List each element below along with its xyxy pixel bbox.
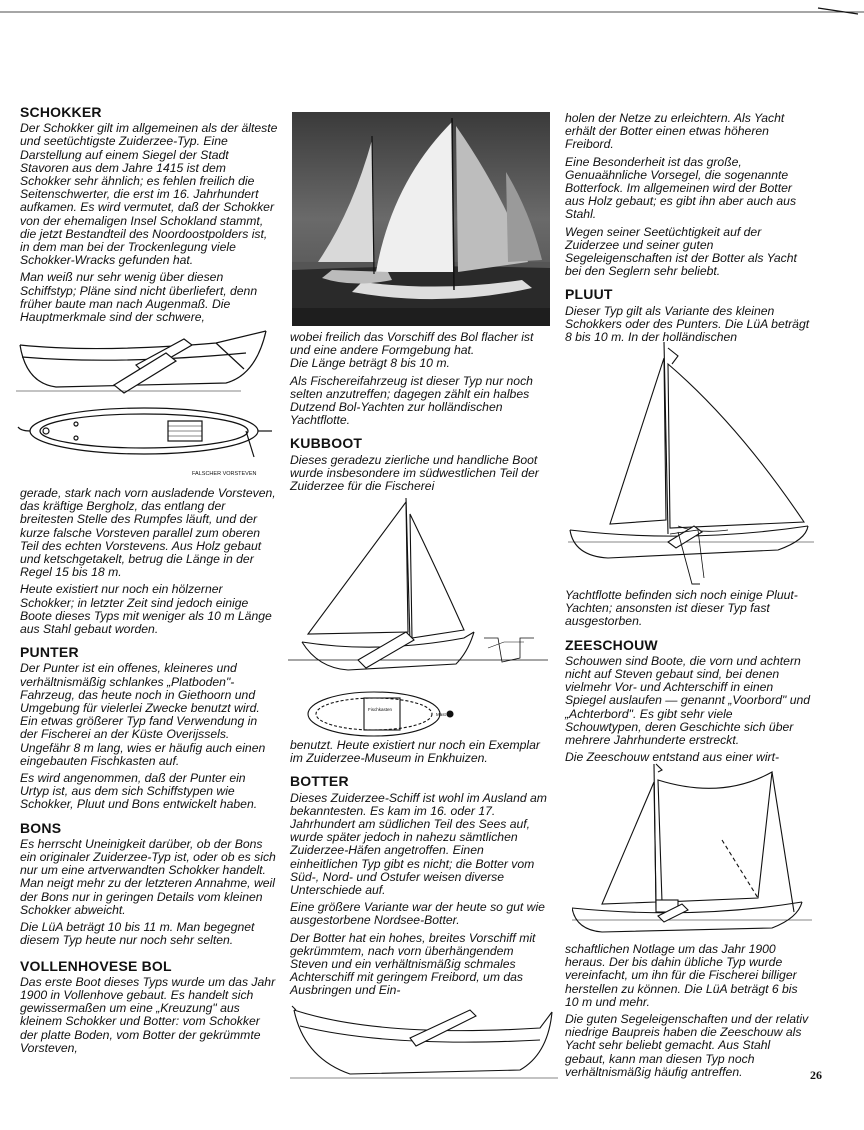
paragraph: Die LüA beträgt 10 bis 11 m. Man begegnet diesem Typ heute nur noch sehr selten. <box>20 920 255 948</box>
paragraph: wobei freilich das Vorschiff des Bol flacher ist und eine andere Formgebung hat. <box>290 330 534 358</box>
paragraph: Die Zeeschouw entstand aus einer wirt- <box>565 750 780 765</box>
zeeschouw-drawing <box>572 760 824 944</box>
heading-schokker: SCHOKKER <box>20 104 102 120</box>
paragraph: Es wird angenommen, daß der Punter ein Urtyp ist, aus dem sich Schiffstypen wie Schokker, Pluut und Bons entwickelt haben. <box>20 771 258 812</box>
botter-drawing <box>290 1002 560 1088</box>
paragraph: Yachtflotte befinden sich noch einige Pluut-Yachten; ansonsten ist dieser Typ fast ausgestorben. <box>565 588 798 629</box>
paragraph: Wegen seiner Seetüchtigkeit auf der Zuiderzee und seiner guten Segeleigenschaften ist der Botter als Yacht bei den Seglern sehr beliebt. <box>565 224 797 279</box>
column-2-bottom <box>290 739 552 1002</box>
paragraph: Als Fischereifahrzeug ist dieser Typ nur noch selten anzutreffen; dagegen zählt ein halbes Dutzend Bol-Yachten zur holländischen Yachtflotte. <box>290 373 533 428</box>
paragraph: holen der Netze zu erleichtern. Als Yacht erhält der Botter einen etwas höheren Freibord. <box>565 111 785 152</box>
paragraph: benutzt. Heute existiert nur noch ein Exemplar im Zuiderzee-Museum in Enkhuizen. <box>290 738 540 766</box>
top-rule <box>0 0 864 24</box>
column-1-top <box>20 96 278 324</box>
paragraph: Man weiß nur sehr wenig über diesen Schiffstyp; Pläne sind nicht überliefert, denn früher baute man nach Augenmaß. Die Hauptmerkmale sind der schwere, <box>20 270 258 325</box>
pluut-drawing <box>568 334 820 588</box>
column-3-middle <box>565 589 811 768</box>
paragraph: Der Punter ist ein offenes, kleineres und verhältnismäßig schlankes „Platboden"-Fahrzeug, das heute noch in Giethoorn und Umgebung für vielerlei Zwecke benutzt wird. Ein etwas größerer Typ fand Verwendung in der Fischerei an der Küste Overijssels. Ungefähr 8 m lang, wies er häufig auch einen eingebauten Fischkasten auf. <box>20 661 266 768</box>
paragraph: Schouwen sind Boote, die vorn und achtern nicht auf Steven gebaut sind, bei denen vielmehr Vor- und Achterschiff in einen Spiegel auslaufen — genannt „Voorbord" und „Achterbord". Es gibt sehr viele Schouwtypen, deren Geschichte sich über mehrere Jahrhunderte erstreckt. <box>565 653 811 748</box>
paragraph: Heute existiert nur noch ein hölzerner Schokker; in letzter Zeit sind jedoch einige Boote dieses Typs mit weniger als 10 m Länge aus Stahl gebaut worden. <box>20 582 272 637</box>
sailing-boats-photo <box>292 112 550 326</box>
paragraph: Die guten Segeleigenschaften und der relativ niedrige Baupreis haben die Zeeschouw als Yacht sehr beliebt gemacht. Aus Stahl gebaut, kann man diesen Typ noch verhältnismäßig häufig antreffen. <box>565 1012 809 1079</box>
column-3-bottom <box>565 943 811 1083</box>
paragraph: Das erste Boot dieses Typs wurde um das Jahr 1900 in Vollenhove gebaut. Es handelt sich gewissermaßen um eine „Kreuzung" aus kleinem Schokker und Botter: vom Schokker der platte Boden, vom Botter der gekrümmte Vorsteven, <box>20 974 276 1055</box>
schokker-drawing <box>16 327 276 482</box>
paragraph: Dieser Typ gilt als Variante des kleinen Schokkers oder des Punters. Die LüA beträgt 8 bis 10 m. In der holländischen <box>565 303 810 345</box>
paragraph: Dieses Zuiderzee-Schiff ist wohl im Ausland am bekanntesten. Es kam im 16. oder 17. Jahrhundert am südlichen Teil des Sees auf, wurde später jedoch in nahezu sämtlichen Zuiderzee-Häfen angetroffen. Einen einheitlichen Typ gibt es nicht; die Botter vom Süd-, Nord- und Ostufer weisen diverse Unterschiede auf. <box>290 790 547 898</box>
figure-label: Mast <box>436 712 446 717</box>
figure-label: FALSCHER VORSTEVEN <box>192 471 257 477</box>
heading-botter: BOTTER <box>290 773 349 790</box>
page-number: 26 <box>810 1068 822 1082</box>
heading-zeeschouw: ZEESCHOUW <box>565 636 658 653</box>
column-3-top <box>565 112 811 348</box>
paragraph: gerade, stark nach vorn ausladende Vorsteven, das kräftige Bergholz, das entlang der breitesten Stelle des Rumpfes läuft, und der kurze falsche Vorsteven parallel zum oberen Teil des echten Vorstevens. Aus Holz gebaut und ketschgetakelt, betrug die Länge in der Regel 15 bis 18 m. <box>20 486 276 580</box>
paragraph: Dieses geradezu zierliche und handliche Boot wurde insbesondere im südwestlichen Teil der Zuiderzee für die Fischerei <box>290 452 539 494</box>
heading-kubboot: KUBBOOT <box>290 435 363 452</box>
paragraph: Der Botter hat ein hohes, breites Vorschiff mit gekrümmtem, nach vorn überhängendem Steven und ein verhältnismäßig schmales Achterschiff mit geringem Freibord, um das Ausbringen und Ein- <box>290 930 536 998</box>
heading-bons: BONS <box>20 819 62 836</box>
paragraph: Die Länge beträgt 8 bis 10 m. <box>290 356 450 371</box>
kubboot-drawing <box>288 492 560 740</box>
paragraph: Eine Besonderheit ist das große, Genuaähnliche Vorsegel, die sogenannte Botterfock. Im allgemeinen wird der Botter aus Holz gebaut; es gibt ihn aber auch aus Stahl. <box>565 154 797 222</box>
column-1-bottom <box>20 487 278 1059</box>
heading-vollenhovese-bol: VOLLENHOVESE BOL <box>20 957 172 974</box>
figure-label: Fischkasten <box>368 707 393 712</box>
paragraph: Der Schokker gilt im allgemeinen als der älteste und seetüchtigste Zuiderzee-Typ. Eine Darstellung auf einem Siegel der Stadt Stavoren aus dem Jahre 1415 ist dem Schokker sehr ähnlich; es fehlen freilich die Seitenschwerter, die erst im 16. Jahrhundert aufkamen. Es wird vermutet, daß der Schokker von der ehemaligen Insel Schokland stammt, die jetzt Bestandteil des Noordoostpolders ist, in dem man bei der Trockenlegung viele Schokker-Wracks gefunden hat. <box>20 121 278 268</box>
heading-punter: PUNTER <box>20 644 79 661</box>
paragraph: schaftlichen Notlage um das Jahr 1900 heraus. Der bis dahin übliche Typ wurde vereinfacht, um ihn für die Fischerei billiger herstellen zu können. Die LüA beträgt 6 bis 10 m und mehr. <box>565 942 798 1009</box>
paragraph: Eine größere Variante war der heute so gut wie ausgestorbene Nordsee-Botter. <box>290 900 545 928</box>
paragraph: Es herrscht Uneinigkeit darüber, ob der Bons ein originaler Zuiderzee-Typ ist, oder ob es sich nur um eine artverwandten Schokker handelt. Man neigt mehr zu der letzteren Annahme, weil der Bons nur in geringen Details vom kleinen Schokker abweicht. <box>20 836 276 917</box>
heading-pluut: PLUUT <box>565 286 613 303</box>
column-2-top <box>290 331 552 497</box>
